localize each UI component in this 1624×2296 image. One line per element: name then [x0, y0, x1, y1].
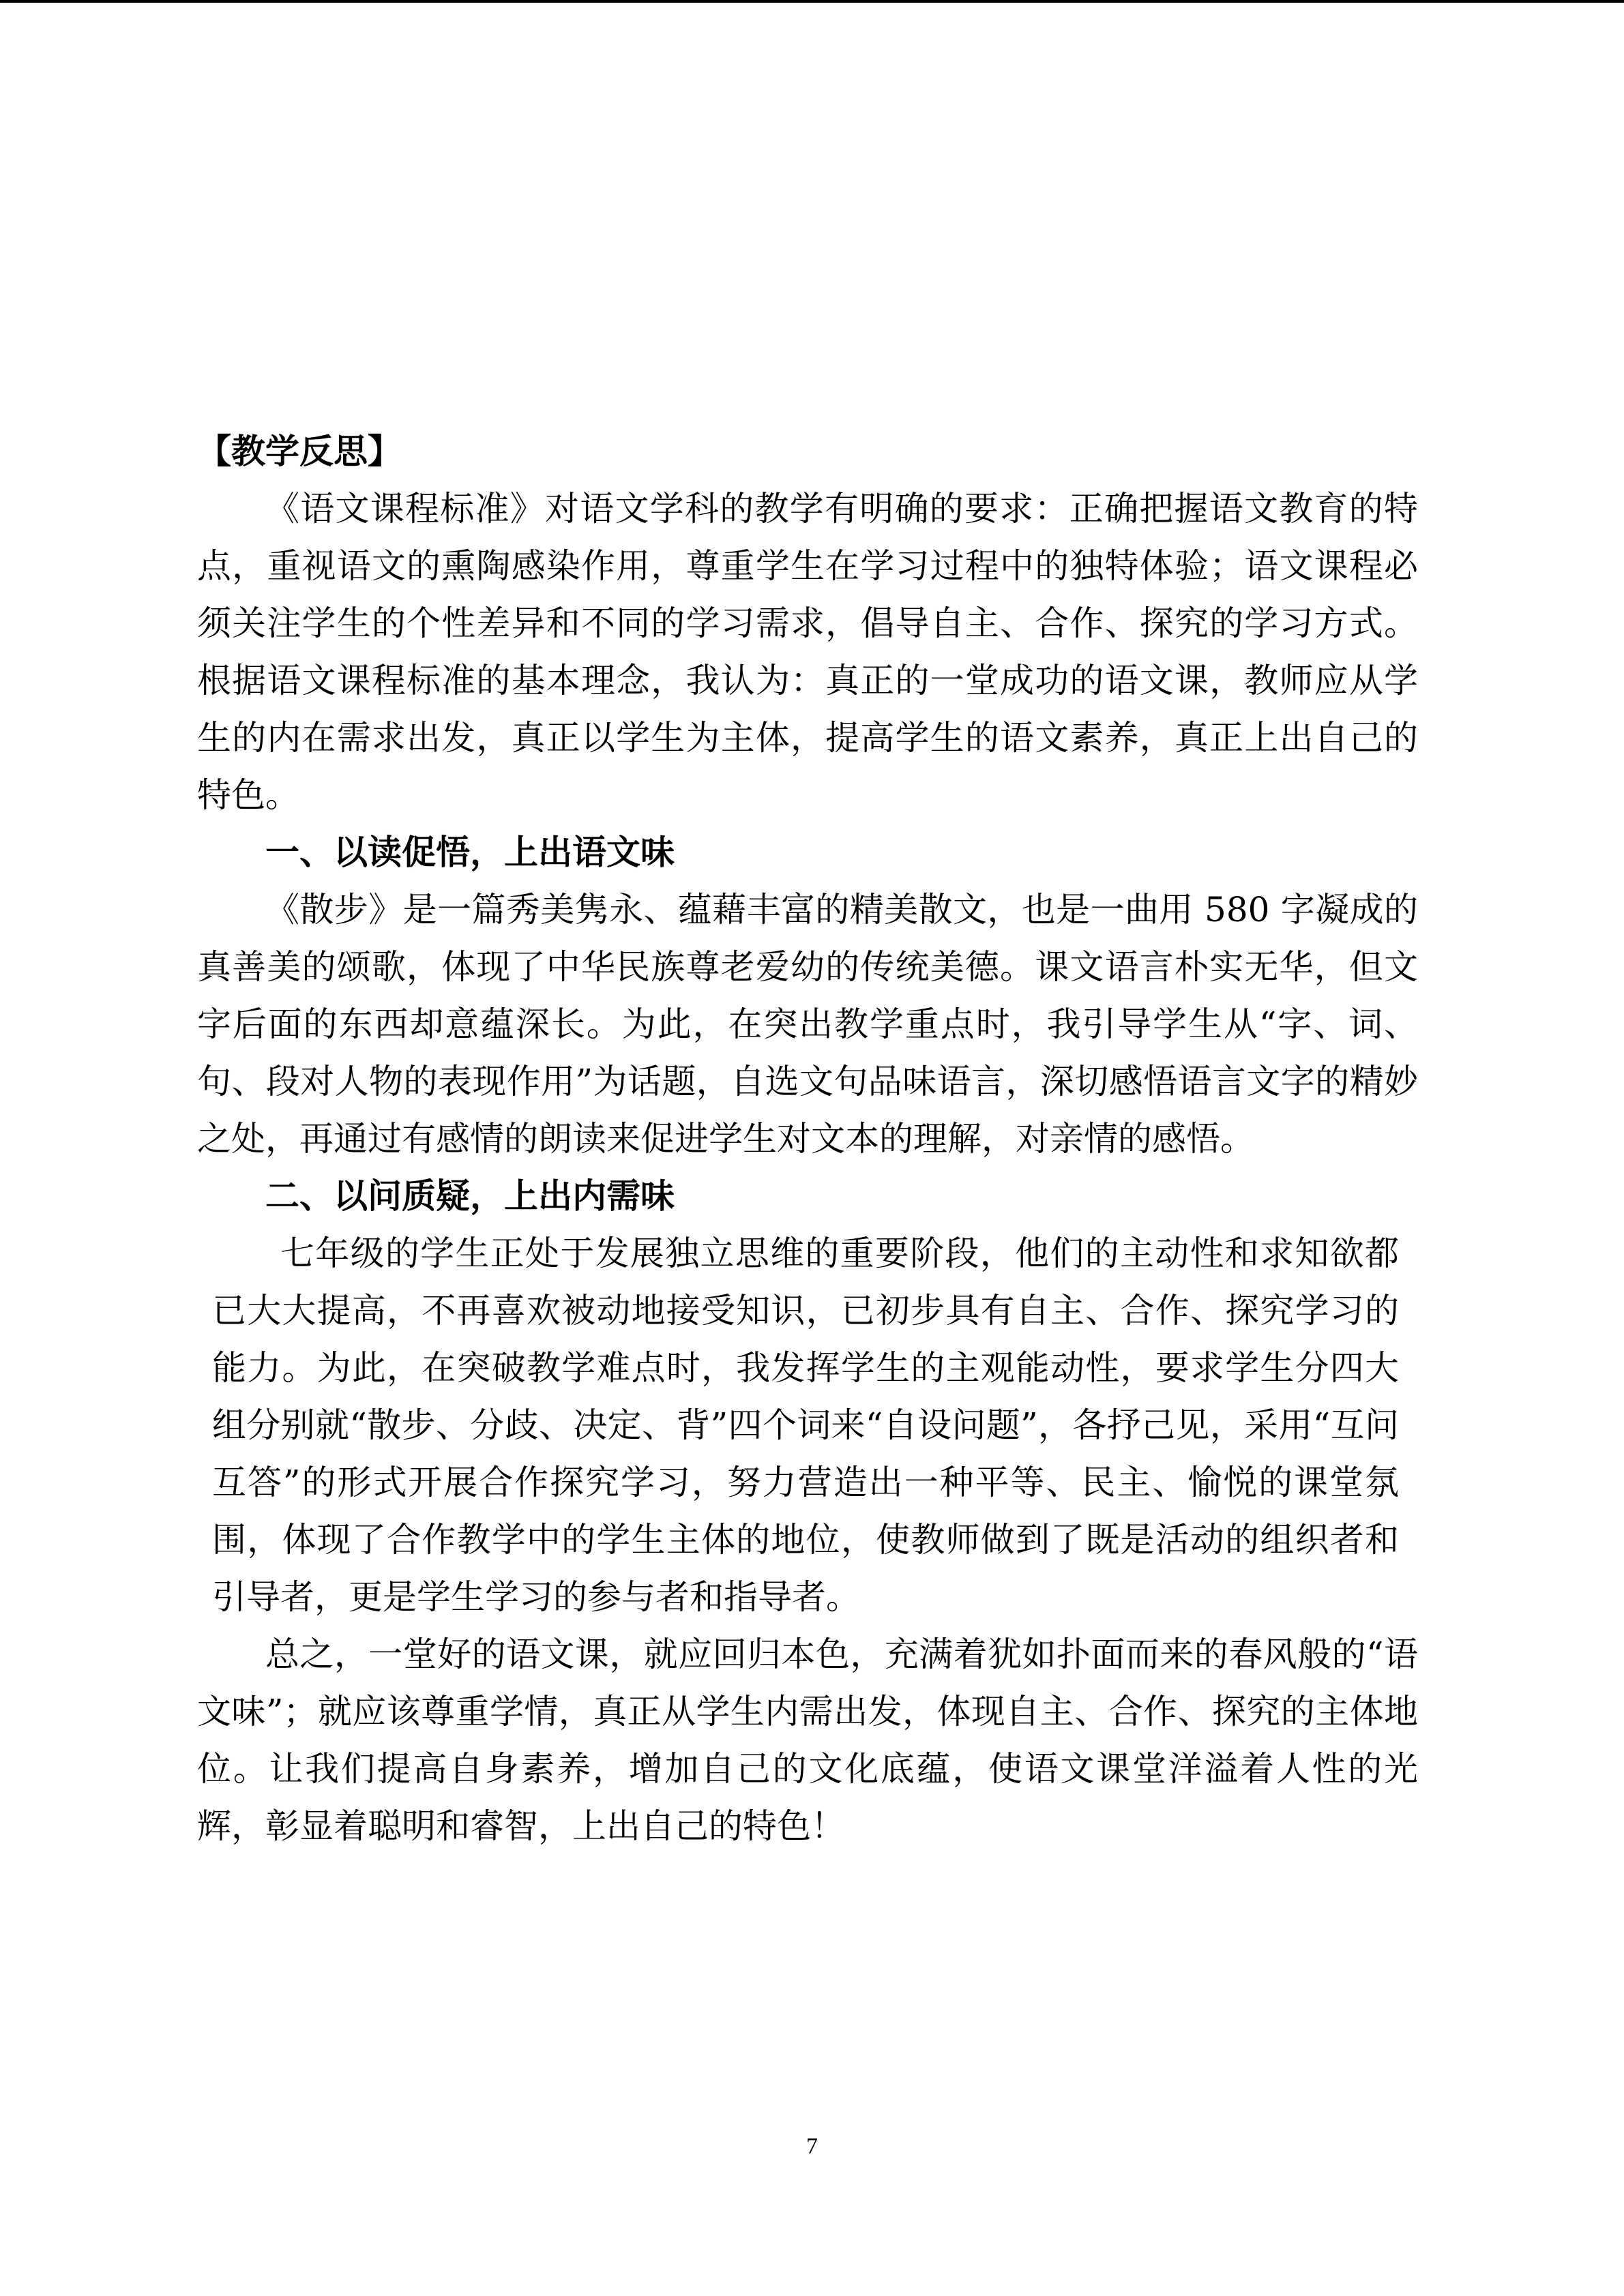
intro-paragraph: 《语文课程标准》对语文学科的教学有明确的要求：正确把握语文教育的特点，重视语文的熏陶感染作用，尊重学生在学习过程中的独特体验；语文课程必须关注学生的个性差异和不同的学习需求，倡导自主、合作、探究的学习方式。根据语文课程标准的基本理念，我认为：真正的一堂成功的语文课，教师应从学生的内在需求出发，真正以学生为主体，提高学生的语文素养，真正上出自己的特色。 — [197, 489, 1418, 815]
section1-paragraph: 《散步》是一篇秀美隽永、蕴藉丰富的精美散文，也是一曲用 580 字凝成的真善美的颂歌，体现了中华民族尊老爱幼的传统美德。课文语言朴实无华，但文字后面的东西却意蕴深长。为此，在突出教学重点时，我引导学生从“字、词、句、段对人物的表现作用”为话题，自选文句品味语言，深切感悟语言文字的精妙之处，再通过有感情的朗读来促进学生对文本的理解，对亲情的感悟。 — [197, 890, 1418, 1159]
section2-paragraph: 七年级的学生正处于发展独立思维的重要阶段，他们的主动性和求知欲都已大大提高，不再喜欢被动地接受知识，已初步具有自主、合作、探究学习的能力。为此，在突破教学难点时，我发挥学生的主观能动性，要求学生分四大组分别就“散步、分歧、决定、背”四个词来“自设问题”，各抒己见，采用“互问互答”的形式开展合作探究学习，努力营造出一种平等、民主、愉悦的课堂氛围，体现了合作教学中的学生主体的地位，使教师做到了既是活动的组织者和引导者，更是学生学习的参与者和指导者。 — [212, 1234, 1399, 1617]
section2-title: 二、以问质疑，上出内需味 — [265, 1176, 675, 1216]
conclusion-paragraph: 总之，一堂好的语文课，就应回归本色，充满着犹如扑面而来的春风般的“语文味”；就应该尊重学情，真正从学生内需出发，体现自主、合作、探究的主体地位。让我们提高自身素养，增加自己的文化底蕴，使语文课堂洋溢着人性的光辉，彰显着聪明和睿智，上出自己的特色！ — [197, 1635, 1418, 1846]
page-number: 7 — [806, 2134, 818, 2159]
top-border-line — [0, 0, 1624, 3]
section1-title: 一、以读促悟，上出语文味 — [265, 833, 675, 872]
section-heading: 【教学反思】 — [197, 432, 402, 471]
document-body — [197, 423, 1418, 1855]
